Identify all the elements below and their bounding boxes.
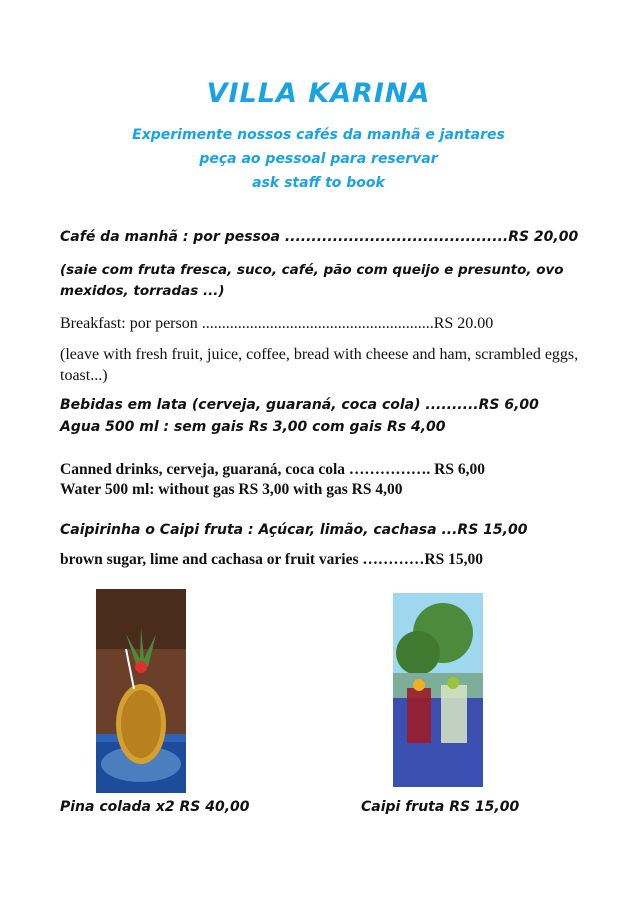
drinks-en-line-1: Canned drinks, cerveja, guaraná, coca cola ……………. RS 6,00 [60, 461, 485, 478]
menu-title: VILLA KARINA [206, 78, 431, 109]
subtitle-line-3: ask staff to book [252, 175, 385, 191]
breakfast-pt-description: (saie com fruta fresca, suco, café, pão com queijo e presunto, ovo mexidos, torradas ...) [60, 262, 564, 299]
caipirinha-en-line: brown sugar, lime and cachasa or fruit varies …………RS 15,00 [60, 551, 483, 568]
pina-colada-photo [96, 589, 186, 793]
caipi-fruta-caption: Caipi fruta RS 15,00 [361, 799, 520, 815]
subtitle-line-2: peça ao pessoal para reservar [199, 151, 438, 167]
breakfast-en-description: (leave with fresh fruit, juice, coffee, bread with cheese and ham, scrambled eggs, toast...) [60, 346, 579, 384]
caipirinha-pt-line: Caipirinha o Caipi fruta : Açúcar, limão, cachasa ...RS 15,00 [60, 522, 528, 538]
breakfast-en-line: Breakfast: por person ..........................................................RS 20.00 [60, 315, 494, 332]
pina-colada-caption: Pina colada x2 RS 40,00 [60, 799, 250, 815]
caipi-fruta-photo [393, 593, 483, 787]
breakfast-pt-line: Café da manhã : por pessoa ..........................................RS 20,00 [60, 229, 579, 245]
drinks-pt-line-1: Bebidas em lata (cerveja, guaraná, coca cola) ..........RS 6,00 [60, 397, 539, 413]
drinks-pt-line-2: Agua 500 ml : sem gais Rs 3,00 com gais Rs 4,00 [60, 419, 446, 435]
subtitle-line-1: Experimente nossos cafés da manhã e jantares [132, 127, 505, 143]
drinks-en-line-2: Water 500 ml: without gas RS 3,00 with gas RS 4,00 [60, 481, 403, 498]
